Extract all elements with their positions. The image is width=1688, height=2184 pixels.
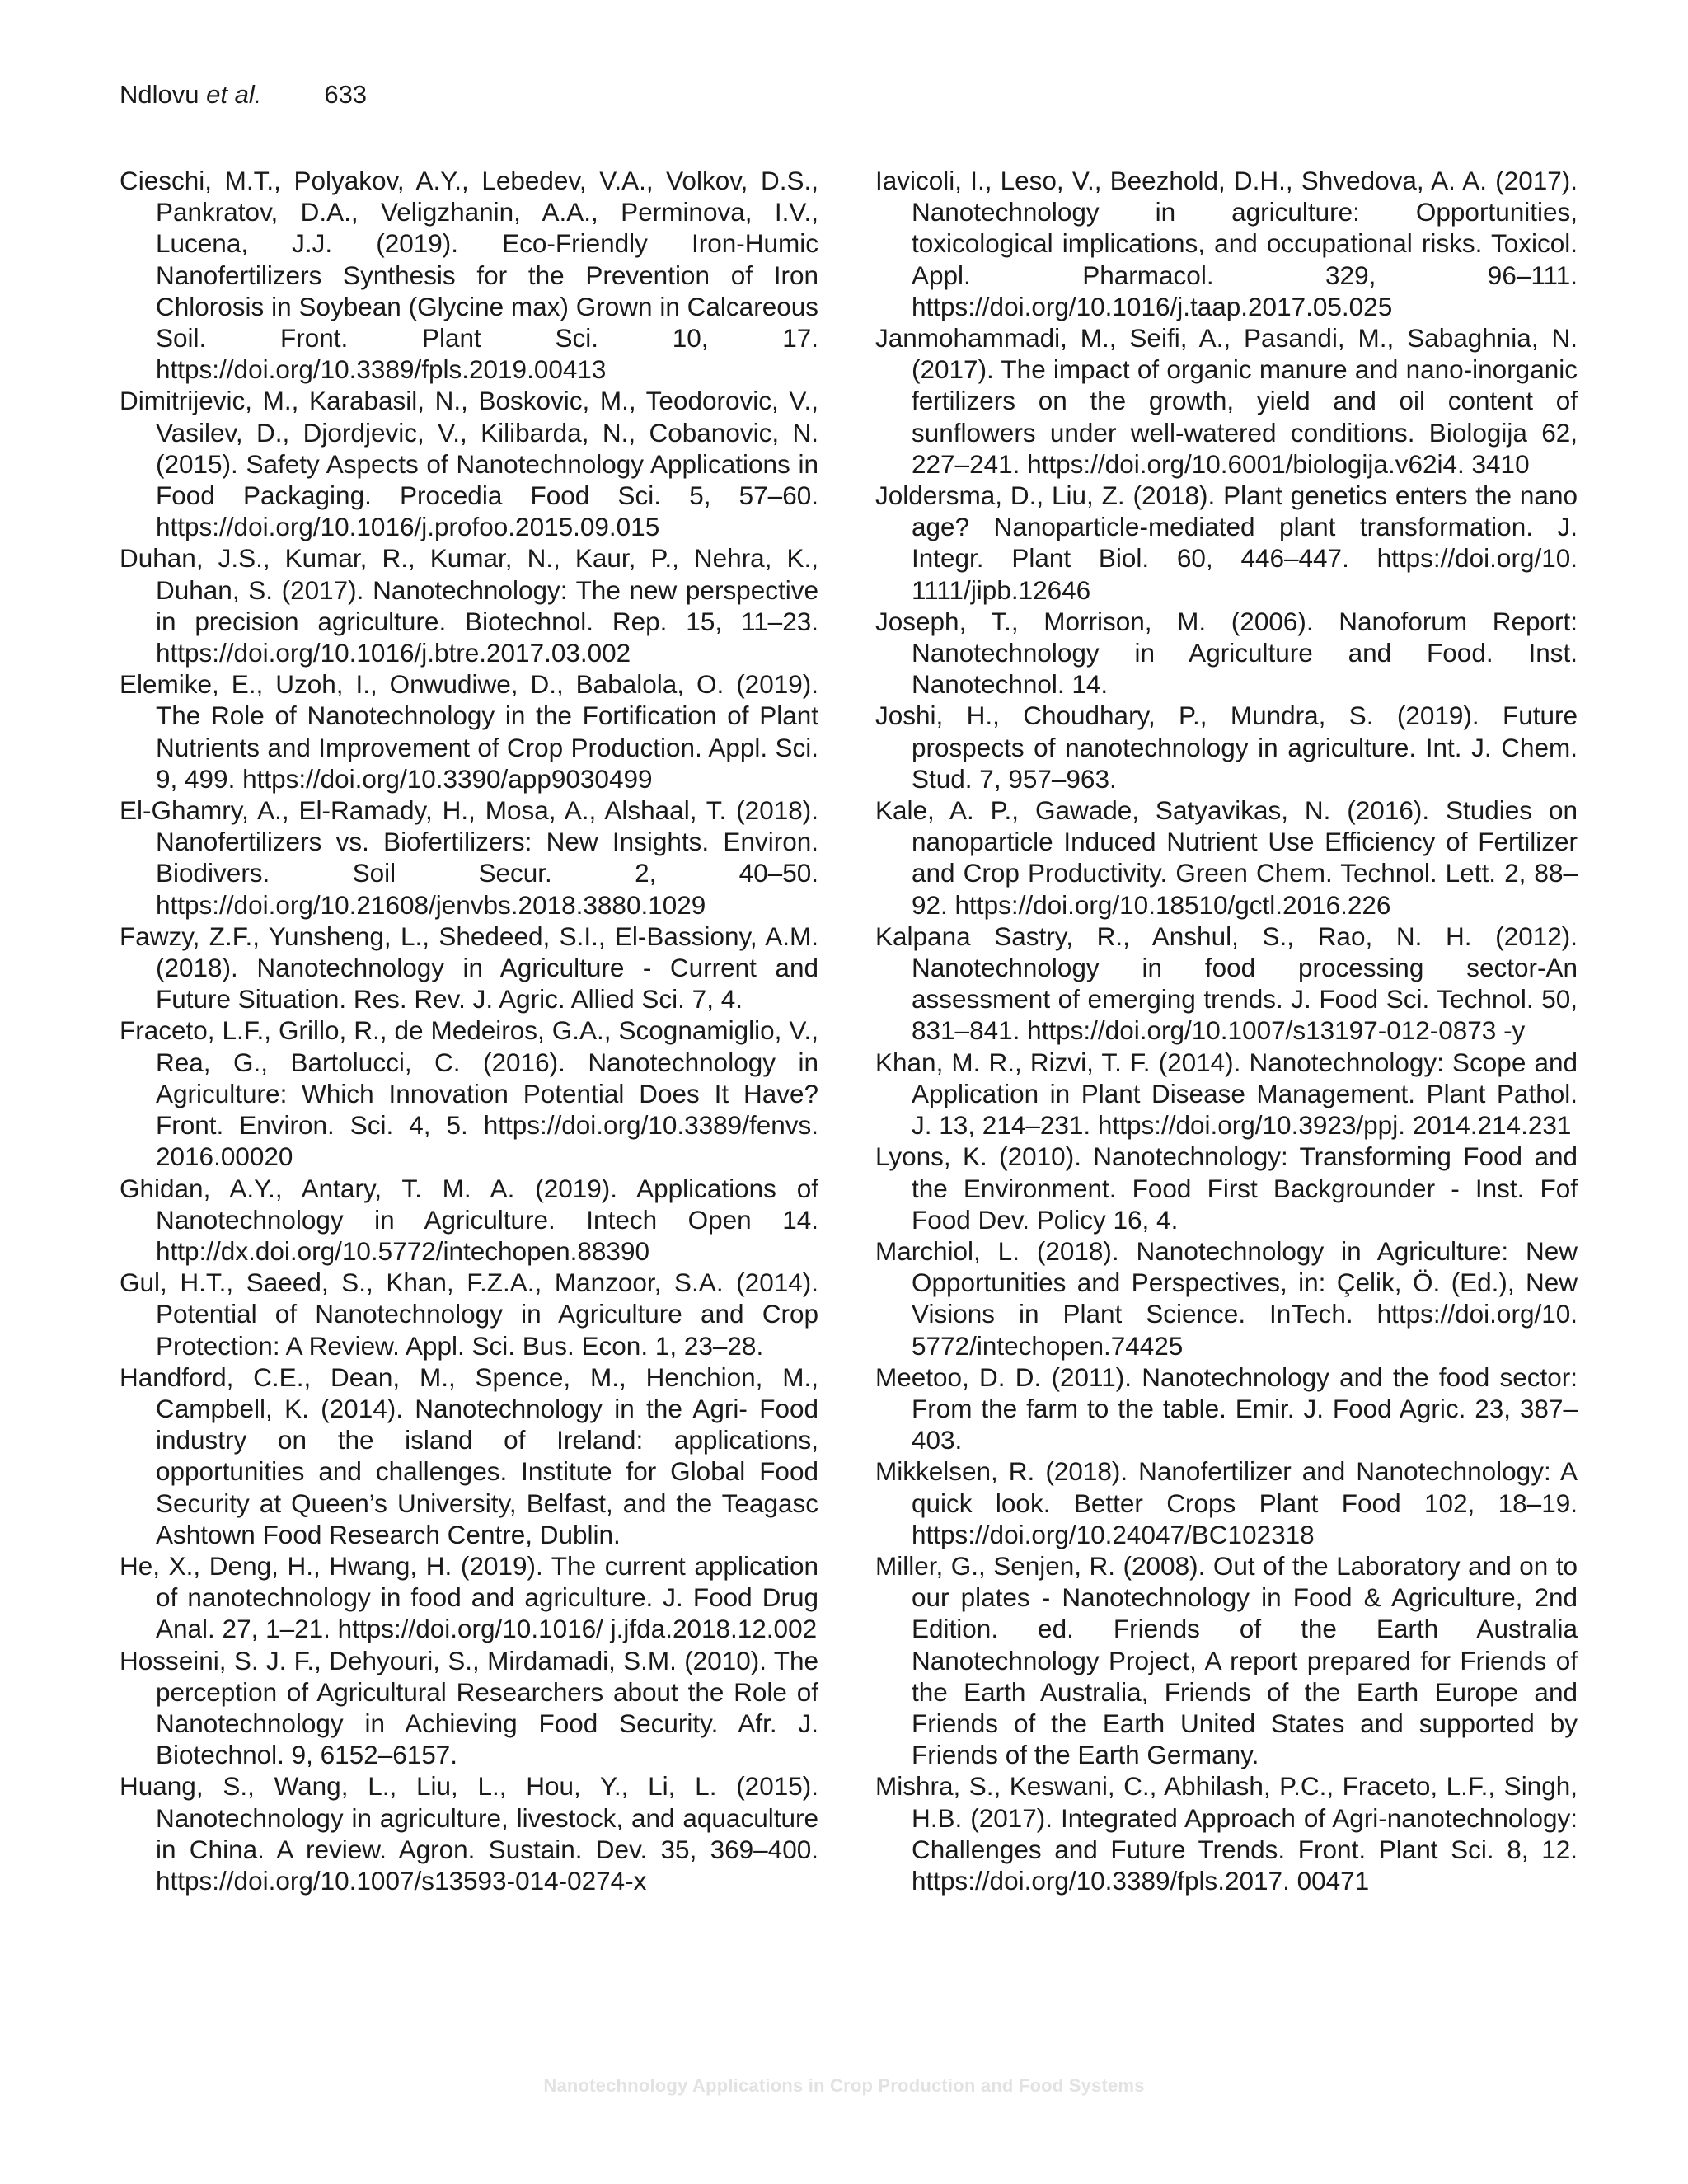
reference-entry: Duhan, J.S., Kumar, R., Kumar, N., Kaur, P., Nehra, K., Duhan, S. (2017). Nanotechnology: The new perspective in precision agriculture. Biotechnol. Rep. 15, 11–23. https://doi.org/10.1016/j.btre.2017.03.002 [120, 543, 818, 668]
reference-entry: Joldersma, D., Liu, Z. (2018). Plant genetics enters the nano age? Nanoparticle-mediated plant transformation. J. Integr. Plant Biol. 60, 446–447. https://doi.org/10. 1111/jipb.12646 [875, 480, 1578, 605]
reference-entry: Gul, H.T., Saeed, S., Khan, F.Z.A., Manzoor, S.A. (2014). Potential of Nanotechnology in Agriculture and Crop Protection: A Review. Appl. Sci. Bus. Econ. 1, 23–28. [120, 1268, 818, 1361]
reference-entry: Ghidan, A.Y., Antary, T. M. A. (2019). Applications of Nanotechnology in Agriculture. Intech Open 14. http://dx.doi.org/10.5772/intechopen.88390 [120, 1173, 818, 1266]
reference-entry: Dimitrijevic, M., Karabasil, N., Boskovic, M., Teodorovic, V., Vasilev, D., Djordjevic, V., Kilibarda, N., Cobanovic, N. (2015). Safety Aspects of Nanotechnology Applications in Food Packaging. Procedia Food Sci. 5, 57–60. https://doi.org/10.1016/j.profoo.2015.09.015 [120, 386, 818, 542]
reference-entry: Iavicoli, I., Leso, V., Beezhold, D.H., Shvedova, A. A. (2017). Nanotechnology in agriculture: Opportunities, toxicological implications, and occupational risks. Toxicol. Appl. Pharmacol. 329, 96–111. https://doi.org/10.1016/j.taap.2017.05.025 [875, 166, 1578, 321]
reference-entry: Joseph, T., Morrison, M. (2006). Nanoforum Report: Nanotechnology in Agriculture and Food. Inst. Nanotechnol. 14. [875, 606, 1578, 700]
running-header [120, 79, 367, 110]
reference-entry: Kalpana Sastry, R., Anshul, S., Rao, N. H. (2012). Nanotechnology in food processing sector-An assessment of emerging trends. J. Food Sci. Technol. 50, 831–841. https://doi.org/10.1007/s13197-012-0873 -y [875, 921, 1578, 1046]
reference-entry: Lyons, K. (2010). Nanotechnology: Transforming Food and the Environment. Food First Backgrounder - Inst. Fof Food Dev. Policy 16, 4. [875, 1141, 1578, 1235]
running-header-author: Ndlovu [120, 80, 207, 109]
reference-entry: Khan, M. R., Rizvi, T. F. (2014). Nanotechnology: Scope and Application in Plant Disease Management. Plant Pathol. J. 13, 214–231. https://doi.org/10.3923/ppj. 2014.214.231 [875, 1047, 1578, 1141]
reference-entry: Janmohammadi, M., Seifi, A., Pasandi, M., Sabaghnia, N. (2017). The impact of organic manure and nano-inorganic fertilizers on the growth, yield and oil content of sunflowers under well-watered conditions. Biologija 62, 227–241. https://doi.org/10.6001/biologija.v62i4. 3410 [875, 323, 1578, 479]
reference-entry: Marchiol, L. (2018). Nanotechnology in Agriculture: New Opportunities and Perspectives, in: Çelik, Ö. (Ed.), New Visions in Plant Science. InTech. https://doi.org/10. 5772/intechopen.74425 [875, 1235, 1578, 1361]
running-header-et-al: et al. [206, 80, 262, 109]
reference-entry: Mikkelsen, R. (2018). Nanofertilizer and Nanotechnology: A quick look. Better Crops Plant Food 102, 18–19. https://doi.org/10.24047/BC102318 [875, 1456, 1578, 1549]
reference-entry: Joshi, H., Choudhary, P., Mundra, S. (2019). Future prospects of nanotechnology in agriculture. Int. J. Chem. Stud. 7, 957–963. [875, 701, 1578, 794]
reference-entry: He, X., Deng, H., Hwang, H. (2019). The current application of nanotechnology in food and agriculture. J. Food Drug Anal. 27, 1–21. https://doi.org/10.1016/ j.jfda.2018.12.002 [120, 1550, 818, 1644]
reference-entry: Cieschi, M.T., Polyakov, A.Y., Lebedev, V.A., Volkov, D.S., Pankratov, D.A., Veligzhanin, A.A., Perminova, I.V., Lucena, J.J. (2019). Eco-Friendly Iron-Humic Nanofertilizers Synthesis for the Prevention of Iron Chlorosis in Soybean (Glycine max) Grown in Calcareous Soil. Front. Plant Sci. 10, 17. https://doi.org/10.3389/fpls.2019.00413 [120, 166, 818, 385]
reference-entry: Fawzy, Z.F., Yunsheng, L., Shedeed, S.I., El-Bassiony, A.M. (2018). Nanotechnology in Agriculture - Current and Future Situation. Res. Rev. J. Agric. Allied Sci. 7, 4. [120, 921, 818, 1015]
reference-entry: Fraceto, L.F., Grillo, R., de Medeiros, G.A., Scognamiglio, V., Rea, G., Bartolucci, C. (2016). Nanotechnology in Agriculture: Which Innovation Potential Does It Have? Front. Environ. Sci. 4, 5. https://doi.org/10.3389/fenvs. 2016.00020 [120, 1015, 818, 1172]
reference-entry: Kale, A. P., Gawade, Satyavikas, N. (2016). Studies on nanoparticle Induced Nutrient Use Efficiency of Fertilizer and Crop Productivity. Green Chem. Technol. Lett. 2, 88–92. https://doi.org/10.18510/gctl.2016.226 [875, 795, 1578, 920]
references-right-column [875, 165, 1578, 1896]
page-number: 633 [324, 80, 368, 109]
reference-entry: El-Ghamry, A., El-Ramady, H., Mosa, A., Alshaal, T. (2018). Nanofertilizers vs. Biofertilizers: New Insights. Environ. Biodivers. Soil Secur. 2, 40–50. https://doi.org/10.21608/jenvbs.2018.3880.1029 [120, 795, 818, 920]
reference-entry: Hosseini, S. J. F., Dehyouri, S., Mirdamadi, S.M. (2010). The perception of Agricultural Researchers about the Role of Nanotechnology in Achieving Food Security. Afr. J. Biotechnol. 9, 6152–6157. [120, 1645, 818, 1770]
reference-entry: Elemike, E., Uzoh, I., Onwudiwe, D., Babalola, O. (2019). The Role of Nanotechnology in the Fortification of Plant Nutrients and Improvement of Crop Production. Appl. Sci. 9, 499. https://doi.org/10.3390/app9030499 [120, 669, 818, 794]
reference-entry: Miller, G., Senjen, R. (2008). Out of the Laboratory and on to our plates - Nanotechnology in Food & Agriculture, 2nd Edition. ed. Friends of the Earth Australia Nanotechnology Project, A report prepared for Friends of the Earth Australia, Friends of the Earth Europe and Friends of the Earth United States and supported by Friends of the Earth Germany. [875, 1550, 1578, 1770]
reference-entry: Meetoo, D. D. (2011). Nanotechnology and the food sector: From the farm to the table. Emir. J. Food Agric. 23, 387–403. [875, 1361, 1578, 1455]
running-footer: Nanotechnology Applications in Crop Production and Food Systems [543, 2075, 1145, 2096]
references-left-column [120, 165, 818, 1896]
reference-entry: Handford, C.E., Dean, M., Spence, M., Henchion, M., Campbell, K. (2014). Nanotechnology in the Agri- Food industry on the island of Ireland: applications, opportunities and challenges. Institute for Global Food Security at Queen’s University, Belfast, and the Teagasc Ashtown Food Research Centre, Dublin. [120, 1361, 818, 1549]
reference-entry: Huang, S., Wang, L., Liu, L., Hou, Y., Li, L. (2015). Nanotechnology in agriculture, livestock, and aquaculture in China. A review. Agron. Sustain. Dev. 35, 369–400. https://doi.org/10.1007/s13593-014-0274-x [120, 1771, 818, 1896]
reference-entry: Mishra, S., Keswani, C., Abhilash, P.C., Fraceto, L.F., Singh, H.B. (2017). Integrated Approach of Agri-nanotechnology: Challenges and Future Trends. Front. Plant Sci. 8, 12. https://doi.org/10.3389/fpls.2017. 00471 [875, 1771, 1578, 1896]
